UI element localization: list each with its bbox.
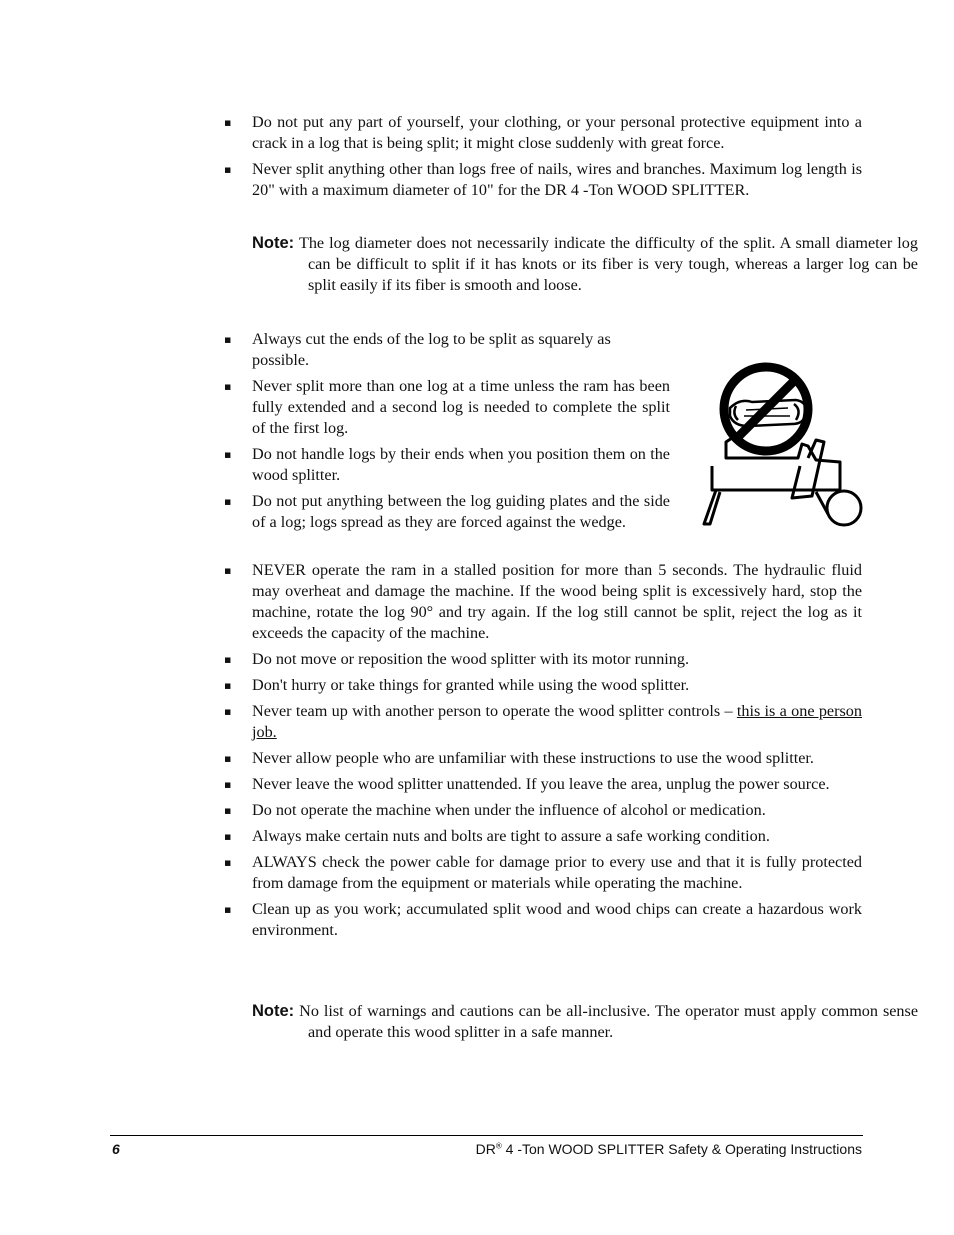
list-item: ▪ Do not handle logs by their ends when you position them on the wood splitter. [224, 445, 670, 484]
bullet-icon: ▪ [224, 903, 232, 916]
list-item: ▪ Clean up as you work; accumulated split wood and wood chips can create a hazardous work environment. [224, 900, 862, 939]
safety-list-top [222, 112, 862, 206]
note-label: Note: [252, 234, 295, 252]
bullet-icon: ▪ [224, 116, 232, 129]
bullet-icon: ▪ [224, 679, 232, 692]
list-item: ▪ Never allow people who are unfamiliar with these instructions to use the wood splitter. [224, 749, 814, 767]
bullet-icon: ▪ [224, 380, 232, 393]
bullet-icon: ▪ [224, 653, 232, 666]
list-item: ▪ Don't hurry or take things for granted while using the wood splitter. [224, 676, 690, 694]
note-label: Note: [252, 1002, 295, 1020]
list-item: ▪ Never split more than one log at a time unless the ram has been fully extended and a second log is needed to complete the split of the first log. [224, 377, 670, 437]
footer-title: DR® 4 -Ton WOOD SPLITTER Safety & Operating Instructions [475, 1141, 862, 1157]
bullet-icon: ▪ [224, 778, 232, 791]
safety-list-main [222, 560, 862, 946]
note-all-inclusive [252, 1001, 918, 1043]
list-item: ▪ Never team up with another person to operate the wood splitter controls – this is a one person job. [224, 702, 862, 741]
bullet-icon: ▪ [224, 448, 232, 461]
bullet-icon: ▪ [224, 856, 232, 869]
bullet-icon: ▪ [224, 495, 232, 508]
list-item: ▪ Never split anything other than logs free of nails, wires and branches. Maximum log length is 20" with a maximum diameter of 10" for the DR 4 -Ton WOOD SPLITTER. [224, 160, 862, 199]
list-item: ▪ Do not operate the machine when under the influence of alcohol or medication. [224, 801, 766, 819]
footer-divider [110, 1135, 863, 1136]
bullet-icon: ▪ [224, 333, 232, 346]
list-item: ▪ Do not put anything between the log guiding plates and the side of a log; logs spread as they are forced against the wedge. [224, 492, 670, 531]
bullet-icon: ▪ [224, 163, 232, 176]
list-item: ▪ Always cut the ends of the log to be split as squarely as possible. [224, 330, 611, 369]
no-multiple-logs-warning-icon [696, 358, 868, 530]
bullet-icon: ▪ [224, 752, 232, 765]
bullet-icon: ▪ [224, 705, 232, 718]
bullet-icon: ▪ [224, 804, 232, 817]
note-text: The log diameter does not necessarily indicate the difficulty of the split. A small diameter log can be difficult to split if it has knots or its fiber is very tough, whereas a larger log can be split easily if its fiber is smooth and loose. [298, 234, 918, 294]
page-number: 6 [112, 1141, 120, 1157]
list-item: ▪ Do not put any part of yourself, your clothing, or your personal protective equipment into a crack in a log that is being split; it might close suddenly with great force. [224, 113, 862, 152]
registered-mark: ® [495, 1141, 502, 1151]
bullet-icon: ▪ [224, 564, 232, 577]
list-item: ▪ ALWAYS check the power cable for damage prior to every use and that it is fully protected from damage from the equipment or materials while operating the machine. [224, 853, 862, 892]
list-item: ▪ Never leave the wood splitter unattended. If you leave the area, unplug the power source. [224, 775, 830, 793]
list-item: ▪ Do not move or reposition the wood splitter with its motor running. [224, 650, 690, 668]
note-log-diameter [252, 233, 918, 296]
note-text: No list of warnings and cautions can be all-inclusive. The operator must apply common sense and operate this wood splitter in a safe manner. [299, 1002, 919, 1041]
underlined-emphasis: this is a one person job. [252, 702, 862, 741]
list-item: ▪ Always make certain nuts and bolts are tight to assure a safe working condition. [224, 827, 770, 845]
bullet-icon: ▪ [224, 830, 232, 843]
list-item: ▪ NEVER operate the ram in a stalled position for more than 5 seconds. The hydraulic fluid may overheat and damage the machine. If the wood being split is excessively hard, stop the machine, rotate the log 90° and try again. If the log still cannot be split, reject the log as it exceeds the capacity of the machine. [224, 561, 862, 642]
